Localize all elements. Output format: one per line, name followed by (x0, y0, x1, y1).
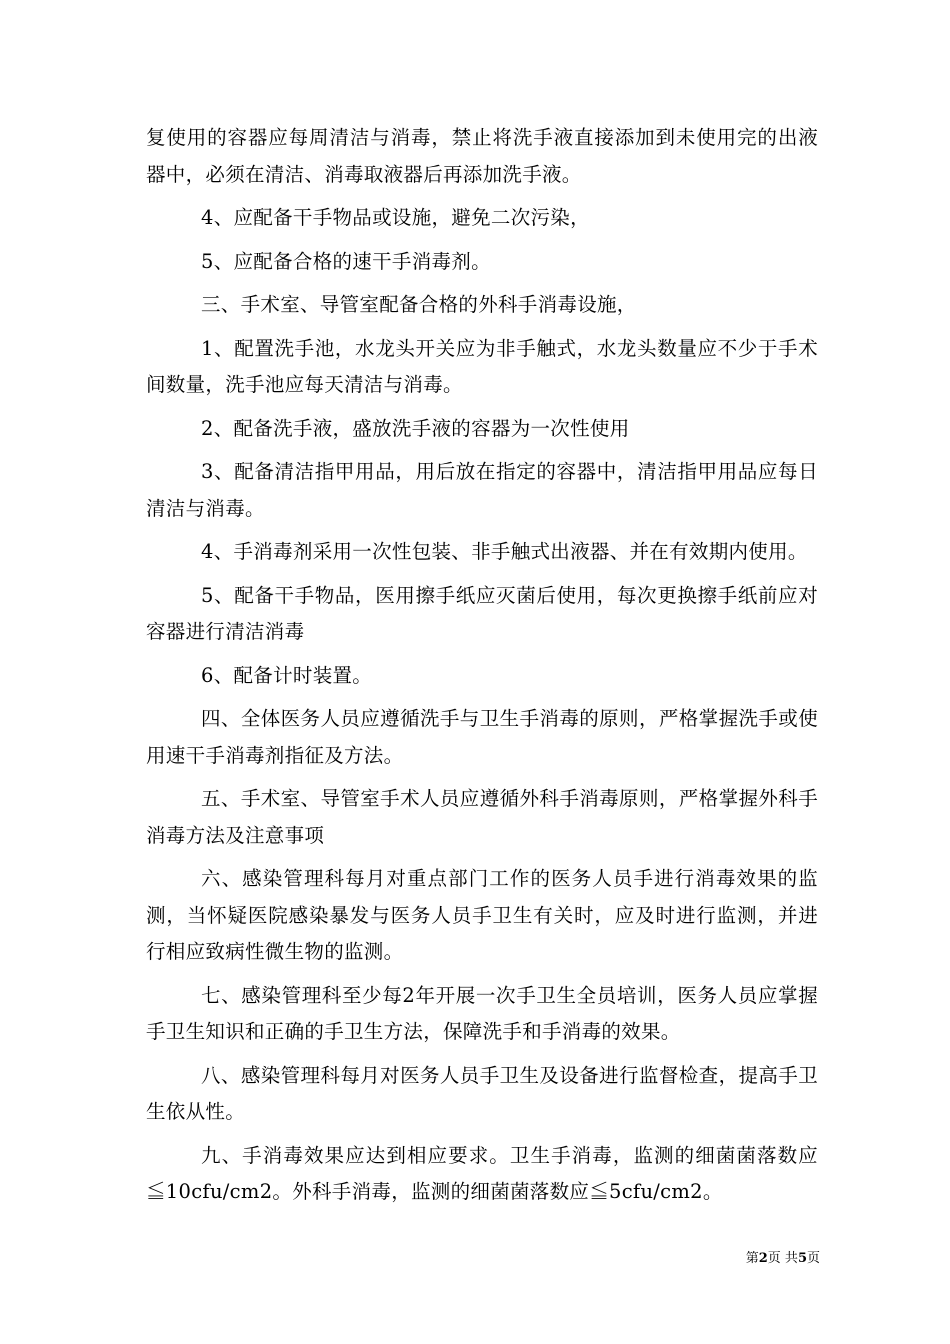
paragraph-13: 六、感染管理科每月对重点部门工作的医务人员手进行消毒效果的监测，当怀疑医院感染暴发与医务人员手卫生有关时，应及时进行监测，并进行相应致病性微生物的监测。 (146, 867, 818, 963)
paragraph-1: 复使用的容器应每周清洁与消毒，禁止将洗手液直接添加到未使用完的出液器中，必须在清洁、消毒取液器后再添加洗手液。 (146, 126, 818, 186)
footer-prefix: 第 (745, 1251, 759, 1266)
paragraph-15: 八、感染管理科每月对医务人员手卫生及设备进行监督检查，提高手卫生依从性。 (146, 1063, 818, 1123)
paragraph-12: 五、手术室、导管室手术人员应遵循外科手消毒原则，严格掌握外科手消毒方法及注意事项 (146, 787, 818, 847)
paragraph-11: 四、全体医务人员应遵循洗手与卫生手消毒的原则，严格掌握洗手或使用速干手消毒剂指征及方法。 (146, 707, 818, 767)
paragraph-8: 4、手消毒剂采用一次性包装、非手触式出液器、并在有效期内使用。 (201, 540, 808, 563)
paragraph-14: 七、感染管理科至少每2年开展一次手卫生全员培训，医务人员应掌握手卫生知识和正确的手卫生方法，保障洗手和手消毒的效果。 (146, 983, 818, 1043)
page-number-current: 2 (758, 1251, 768, 1266)
paragraph-6: 2、配备洗手液，盛放洗手液的容器为一次性使用 (201, 416, 630, 440)
footer-suffix: 页 (806, 1251, 820, 1266)
paragraph-9: 5、配备干手物品，医用擦手纸应灭菌后使用，每次更换擦手纸前应对容器进行清洁消毒 (146, 583, 818, 643)
paragraph-16: 九、手消毒效果应达到相应要求。卫生手消毒，监测的细菌菌落数应≦10cfu/cm2。外科手消毒，监测的细菌菌落数应≦5cfu/cm2。 (146, 1143, 818, 1203)
page-number-total: 5 (797, 1251, 807, 1266)
paragraph-7: 3、配备清洁指甲用品，用后放在指定的容器中，清洁指甲用品应每日清洁与消毒。 (146, 460, 818, 520)
paragraph-3: 5、应配备合格的速干手消毒剂。 (201, 249, 491, 273)
paragraph-2: 4、应配备干手物品或设施，避免二次污染， (201, 206, 590, 229)
paragraph-10: 6、配备计时装置。 (201, 663, 373, 687)
paragraph-5: 1、配置洗手池，水龙头开关应为非手触式，水龙头数量应不少于手术间数量，洗手池应每天清洁与消毒。 (146, 336, 818, 396)
document-body (146, 120, 818, 1218)
paragraph-4: 三、手术室、导管室配备合格的外科手消毒设施， (201, 293, 637, 316)
page-footer (710, 1247, 820, 1266)
footer-middle: 页 共 (767, 1251, 798, 1266)
